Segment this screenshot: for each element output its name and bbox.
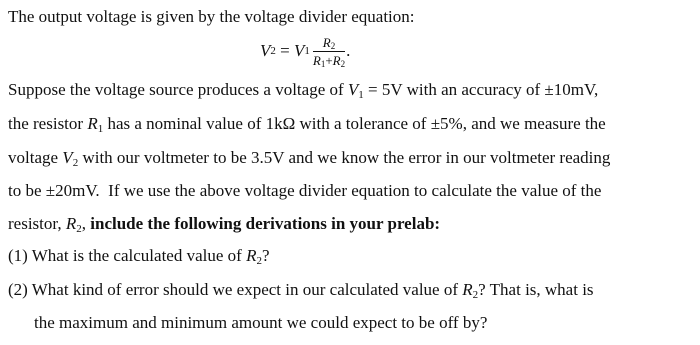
para-line-1-subscript: 1: [358, 89, 364, 101]
eq-period: .: [346, 41, 351, 60]
para-line-5-text-a: resistor,: [8, 214, 66, 233]
question-2-text-c: the maximum and minimum amount we could expect to be off by?: [34, 313, 488, 332]
voltage-divider-equation: V 2 = V 1 $\frac{R_2}{R_1+R_2}$ .: [260, 34, 351, 69]
para-line-2-text-a: the resistor: [8, 114, 88, 133]
question-2-subscript: 2: [472, 289, 479, 301]
question-2-symbol: R: [462, 280, 473, 299]
para-line-5-text-b: ,: [81, 214, 91, 233]
para-line-2-text-b: has a nominal value of 1kΩ with a tolerance of ±5%, and we measure the: [103, 114, 606, 133]
question-2: [8, 279, 690, 301]
para-line-1: [8, 79, 690, 101]
question-1-symbol: R: [246, 246, 257, 265]
eq-den-symbol-b: R: [332, 52, 341, 68]
eq-fraction: [313, 35, 345, 68]
para-line-1-text-a: Suppose the voltage source produces a voltage of: [8, 80, 348, 99]
para-line-5: [8, 213, 690, 235]
para-line-3-text-a: voltage: [8, 148, 63, 167]
eq-den-subscript-b: 2: [340, 58, 346, 69]
prelab-instruction: include the following derivations in your prelab:: [90, 214, 441, 233]
para-line-2-subscript: 1: [97, 123, 104, 135]
para-line-2-symbol: R: [87, 114, 98, 133]
eq-num-subscript: 2: [330, 40, 336, 51]
eq-lhs-symbol: V: [260, 41, 271, 60]
question-1-text: (1) What is the calculated value of: [8, 246, 247, 265]
para-line-2: [8, 113, 690, 135]
question-2-continued: [34, 312, 690, 334]
intro-text: The output voltage is given by the voltage divider equation:: [8, 7, 415, 26]
para-line-5-subscript: 2: [76, 223, 82, 235]
para-line-3-subscript: 2: [72, 157, 79, 169]
para-line-3-text-b: with our voltmeter to be 3.5V and we know the error in our voltmeter reading: [78, 148, 611, 167]
eq-den-subscript-a: 1: [320, 58, 326, 69]
question-1-subscript: 2: [256, 255, 262, 267]
para-line-5-symbol: R: [65, 214, 77, 233]
eq-den-symbol-a: R: [312, 52, 321, 68]
para-line-3: [8, 147, 690, 169]
eq-numerator: [321, 35, 337, 50]
eq-equals: =: [275, 41, 294, 60]
intro-line: [8, 6, 690, 28]
para-line-1-text-b: = 5V with an accuracy of ±10mV,: [363, 80, 599, 99]
question-1: [8, 245, 690, 267]
eq-den-plus: +: [325, 52, 333, 68]
eq-v1-symbol: V: [293, 41, 305, 60]
question-2-text: (2) What kind of error should we expect in our calculated value of: [8, 280, 463, 299]
question-2-text-b: ? That is, what is: [478, 280, 594, 299]
eq-denominator: [313, 53, 345, 68]
para-line-4-text: to be ±20mV. If we use the above voltage divider equation to calculate the value of the: [8, 181, 602, 200]
para-line-3-symbol: V: [62, 148, 73, 167]
eq-fraction-bar: [313, 51, 345, 52]
para-line-4: [8, 180, 690, 202]
eq-num-symbol: R: [322, 34, 331, 50]
para-line-1-symbol: V: [347, 80, 359, 99]
question-1-mark: ?: [261, 246, 270, 265]
